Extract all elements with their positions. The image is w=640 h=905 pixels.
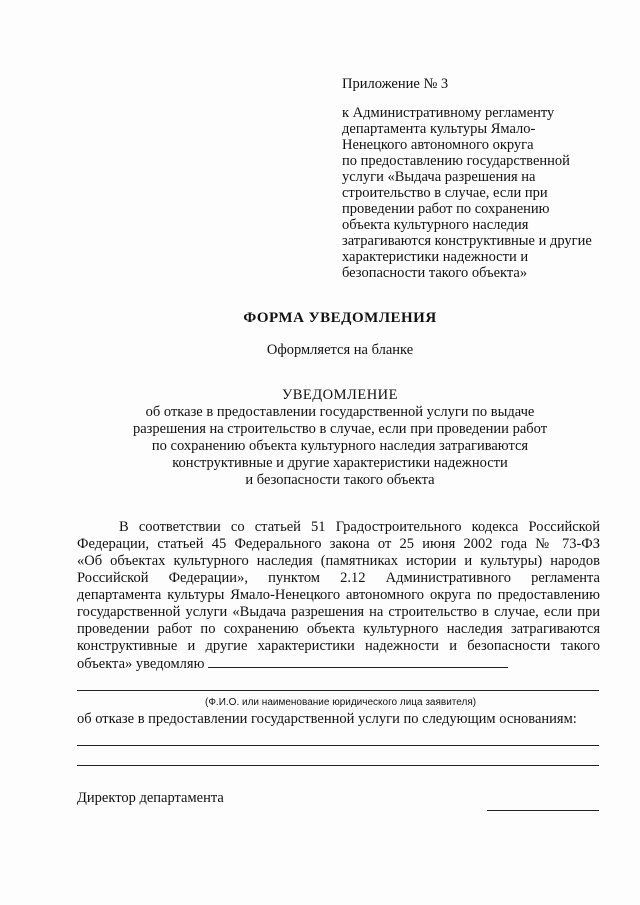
notice-subtitle-line: и безопасности такого объекта — [245, 472, 435, 488]
body-last-line — [77, 655, 600, 673]
notice-subtitle-line: об отказе в предоставлении государственной услуги по выдаче — [145, 404, 535, 420]
appendix-line: затрагиваются конструктивные и другие — [342, 233, 592, 249]
reasons-line[interactable] — [77, 745, 599, 746]
signature-line[interactable] — [487, 810, 599, 811]
body-paragraph — [77, 519, 600, 673]
appendix-line: строительство в случае, если при — [342, 185, 548, 201]
appendix-line: Ненецкого автономного округа — [342, 137, 534, 153]
appendix-line: к Административному регламенту — [342, 105, 555, 121]
appendix-line: по предоставлению государственной — [342, 153, 570, 169]
applicant-name-line[interactable] — [77, 690, 599, 691]
appendix-line: характеристики надежности и — [342, 249, 529, 265]
notice-heading: УВЕДОМЛЕНИЕ — [281, 387, 399, 403]
form-title: ФОРМА УВЕДОМЛЕНИЯ — [243, 310, 437, 326]
body-line: Федерации, статьей 45 Федерального закона от 25 июня 2002 года № 73-ФЗ — [77, 536, 600, 552]
notify-text: объекта» уведомляю — [77, 656, 205, 672]
notice-subtitle-line: конструктивные и другие характеристики надежности — [172, 455, 508, 471]
reasons-text: об отказе в предоставлении государственной услуги по следующим основаниям: — [77, 711, 577, 727]
blank-note: Оформляется на бланке — [266, 342, 414, 358]
body-line: Российской Федерации», пунктом 2.12 Административного регламента — [77, 570, 600, 586]
appendix-line: объекта культурного наследия — [342, 217, 529, 233]
applicant-fill-line[interactable] — [208, 655, 508, 668]
appendix-line: безопасности такого объекта» — [342, 265, 528, 281]
appendix-line: услуги «Выдача разрешения на — [342, 169, 536, 185]
body-line: проведении работ по сохранению объекта культурного наследия затрагиваются — [77, 621, 600, 637]
reasons-line[interactable] — [77, 765, 599, 766]
body-line: конструктивные и другие характеристики надежности и безопасности такого — [77, 638, 600, 654]
appendix-line: проведении работ по сохранению — [342, 201, 550, 217]
director-label: Директор департамента — [77, 790, 224, 806]
body-line: департамента культуры Ямало-Ненецкого автономного округа по предоставлению — [77, 587, 600, 603]
appendix-block — [342, 76, 612, 281]
appendix-line: департамента культуры Ямало- — [342, 121, 536, 137]
appendix-title: Приложение № 3 — [342, 76, 449, 92]
body-line: «Об объектах культурного наследия (памятниках истории и культуры) народов — [77, 553, 600, 569]
notice-subtitle-line: разрешения на строительство в случае, если при проведении работ — [132, 421, 548, 437]
body-line: В соответствии со статьей 51 Градостроительного кодекса Российской — [119, 519, 600, 535]
notice-title-block — [120, 387, 560, 489]
applicant-caption: (Ф.И.О. или наименование юридического лица заявителя) — [205, 697, 477, 708]
notice-subtitle-line: по сохранению объекта культурного наследия затрагиваются — [151, 438, 529, 454]
body-line: государственной услуги «Выдача разрешения на строительство в случае, если при — [77, 604, 600, 620]
